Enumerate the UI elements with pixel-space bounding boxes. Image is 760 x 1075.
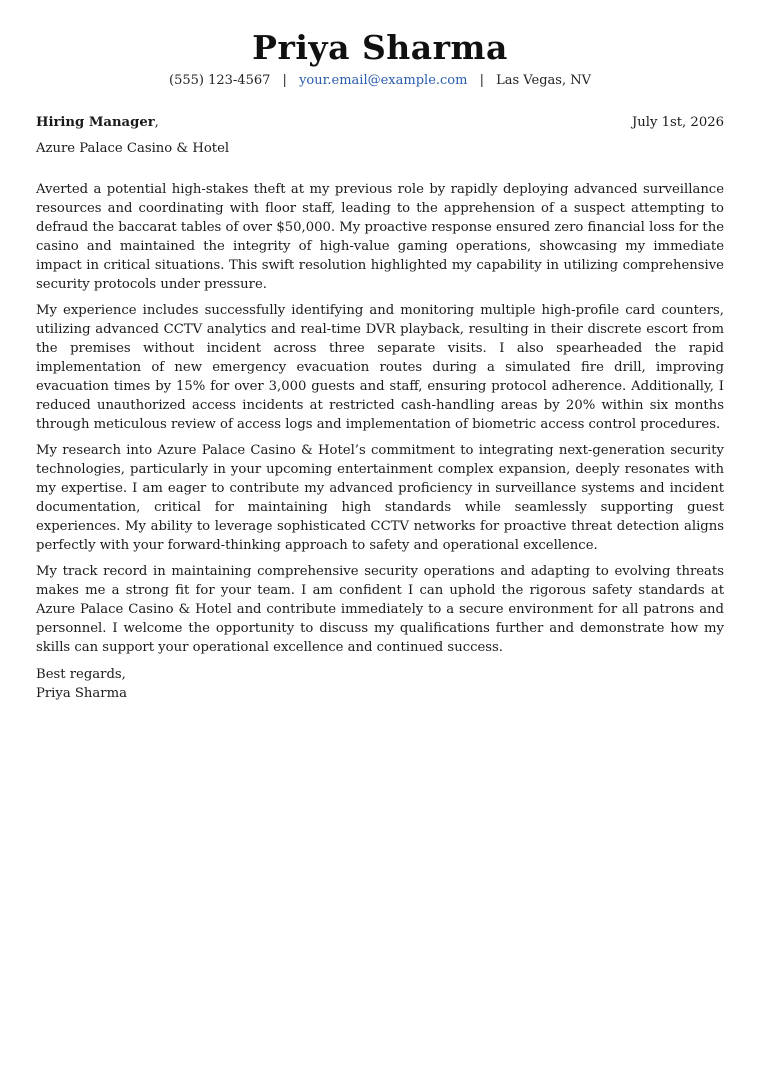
applicant-name: Priya Sharma [252,28,508,67]
company-name: Azure Palace Casino & Hotel [36,141,230,156]
paragraph-3: My research into Azure Palace Casino & Hotel’s commitment to integrating next-generation security technologies, particularly in your upcoming entertainment complex expansion, deeply resonates with my expertise. I am eager to contribute my advanced proficiency in surveillance systems and incident documentation, critical for maintaining high standards while seamlessly supporting guest experiences. My ability to leverage sophisticated CCTV networks for proactive threat detection aligns perfectly with your forward-thinking approach to safety and operational excellence. [36,443,724,553]
paragraph-2: My experience includes successfully identifying and monitoring multiple high-profile card counters, utilizing advanced CCTV analytics and real-time DVR playback, resulting in their discrete escort from the premises without incident across three separate visits. I also spearheaded the rapid implementation of new emergency evacuation routes during a simulated fire drill, improving evacuation times by 15% for over 3,000 guests and staff, ensuring protocol adherence. Additionally, I reduced unauthorized access incidents at restricted cash-handling areas by 20% within six months through meticulous review of access logs and implementation of biometric access control procedures. [36,303,724,432]
contact-separator: | [479,73,484,88]
letter-date: July 1st, 2026 [631,115,724,130]
recipient-comma: , [154,115,159,130]
email-link[interactable]: your.email@example.com [299,73,468,88]
closing-salutation: Best regards, [36,667,126,682]
paragraph-1: Averted a potential high-stakes theft at my previous role by rapidly deploying advanced surveillance resources and coordinating with floor staff, leading to the apprehension of a suspect attempting to defraud the baccarat tables of over $50,000. My proactive response ensured zero financial loss for the casino and maintained the integrity of high-value gaming operations, showcasing my immediate impact in critical situations. This swift resolution highlighted my capability in utilizing comprehensive security protocols under pressure. [36,182,724,292]
closing-block [36,665,724,703]
address-row [36,114,724,132]
contact-line [36,72,724,90]
recipient-name: Hiring Manager [36,115,155,130]
recipient-line [36,114,159,132]
letter-body [36,180,724,657]
location: Las Vegas, NV [496,73,591,88]
paragraph-4: My track record in maintaining comprehensive security operations and adapting to evolving threats makes me a strong fit for your team. I am confident I can uphold the rigorous safety standards at Azure Palace Casino & Hotel and contribute immediately to a secure environment for all patrons and personnel. I welcome the opportunity to discuss my qualifications further and demonstrate how my skills can support your operational excellence and continued success. [36,564,724,655]
signature-name: Priya Sharma [36,686,127,701]
contact-separator: | [282,73,287,88]
phone-number: (555) 123-4567 [169,73,271,88]
